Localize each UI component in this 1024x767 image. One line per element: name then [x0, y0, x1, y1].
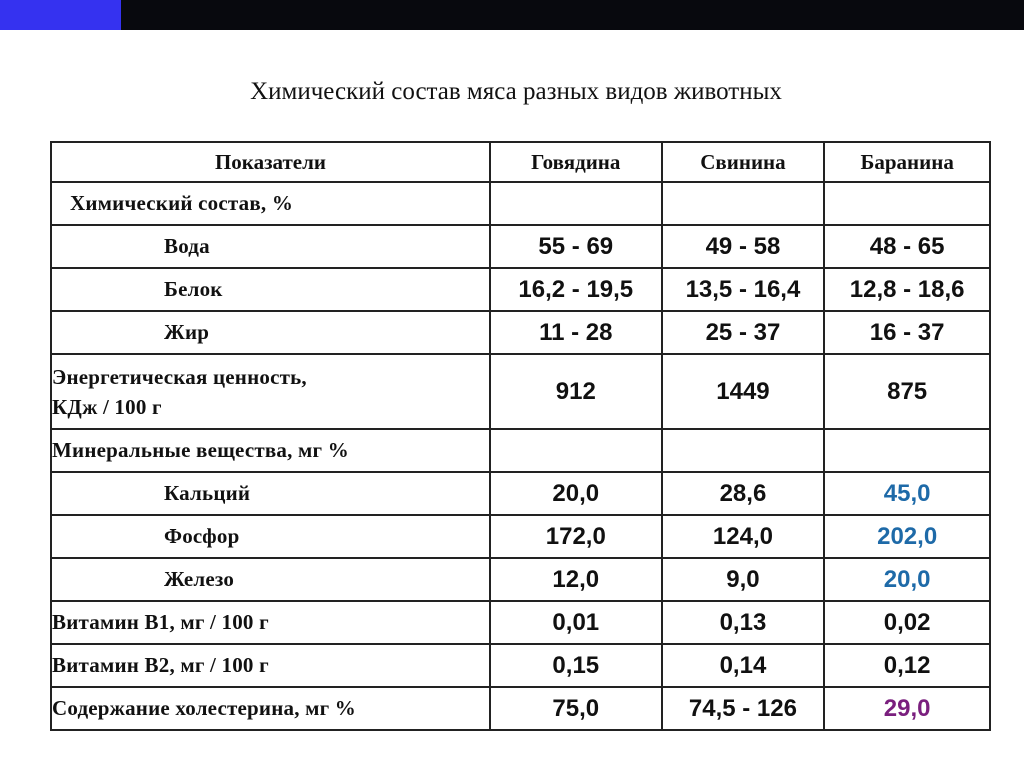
- cell-lamb: [824, 429, 990, 472]
- cell-beef: 12,0: [490, 558, 662, 601]
- row-label: [51, 354, 490, 429]
- cell-lamb: 29,0: [824, 687, 990, 730]
- cell-beef: 55 - 69: [490, 225, 662, 268]
- cell-beef: 0,15: [490, 644, 662, 687]
- cell-beef: [490, 429, 662, 472]
- table-row: [51, 354, 990, 429]
- cell-beef: 16,2 - 19,5: [490, 268, 662, 311]
- table-row: [51, 311, 990, 354]
- table-row: [51, 601, 990, 644]
- row-label: Железо: [51, 558, 490, 601]
- header-pork: Свинина: [662, 142, 825, 182]
- cell-lamb: 45,0: [824, 472, 990, 515]
- row-label: Витамин В2, мг / 100 г: [51, 644, 490, 687]
- table-header-row: [51, 142, 990, 182]
- row-label: Фосфор: [51, 515, 490, 558]
- table-row: [51, 225, 990, 268]
- row-label-line1: Энергетическая ценность,: [52, 364, 307, 389]
- cell-lamb: 0,12: [824, 644, 990, 687]
- row-label: Химический состав, %: [51, 182, 490, 225]
- cell-pork: 1449: [662, 354, 825, 429]
- header-lamb: Баранина: [824, 142, 990, 182]
- row-label: Белок: [51, 268, 490, 311]
- header-indicators: Показатели: [51, 142, 490, 182]
- row-label: Кальций: [51, 472, 490, 515]
- cell-pork: [662, 429, 825, 472]
- cell-beef: 172,0: [490, 515, 662, 558]
- cell-pork: 9,0: [662, 558, 825, 601]
- cell-pork: 74,5 - 126: [662, 687, 825, 730]
- cell-beef: 0,01: [490, 601, 662, 644]
- cell-lamb: 48 - 65: [824, 225, 990, 268]
- cell-lamb: 16 - 37: [824, 311, 990, 354]
- cell-beef: 75,0: [490, 687, 662, 730]
- table-row: [51, 268, 990, 311]
- cell-beef: 912: [490, 354, 662, 429]
- row-label: Жир: [51, 311, 490, 354]
- cell-beef: 20,0: [490, 472, 662, 515]
- slide-title: Химический состав мяса разных видов животных: [250, 78, 782, 105]
- table-row: [51, 182, 990, 225]
- cell-lamb: 20,0: [824, 558, 990, 601]
- table-row: [51, 472, 990, 515]
- row-label-line2: КДж / 100 г: [52, 394, 162, 419]
- cell-lamb: 0,02: [824, 601, 990, 644]
- table-row: [51, 515, 990, 558]
- cell-lamb: 12,8 - 18,6: [824, 268, 990, 311]
- cell-pork: 0,14: [662, 644, 825, 687]
- cell-lamb: 202,0: [824, 515, 990, 558]
- cell-beef: [490, 182, 662, 225]
- header-beef: Говядина: [490, 142, 662, 182]
- row-label: Минеральные вещества, мг %: [51, 429, 490, 472]
- cell-lamb: [824, 182, 990, 225]
- table-row: [51, 644, 990, 687]
- cell-pork: 28,6: [662, 472, 825, 515]
- table-row: [51, 429, 990, 472]
- cell-pork: 13,5 - 16,4: [662, 268, 825, 311]
- row-label: Вода: [51, 225, 490, 268]
- row-label: Содержание холестерина, мг %: [51, 687, 490, 730]
- top-bar: [0, 0, 1024, 30]
- cell-beef: 11 - 28: [490, 311, 662, 354]
- table-row: [51, 687, 990, 730]
- cell-pork: 49 - 58: [662, 225, 825, 268]
- table-row: [51, 558, 990, 601]
- cell-pork: 25 - 37: [662, 311, 825, 354]
- cell-pork: 0,13: [662, 601, 825, 644]
- cell-pork: 124,0: [662, 515, 825, 558]
- top-bar-accent: [0, 0, 121, 30]
- cell-lamb: 875: [824, 354, 990, 429]
- composition-table: [50, 141, 991, 731]
- cell-pork: [662, 182, 825, 225]
- row-label: Витамин В1, мг / 100 г: [51, 601, 490, 644]
